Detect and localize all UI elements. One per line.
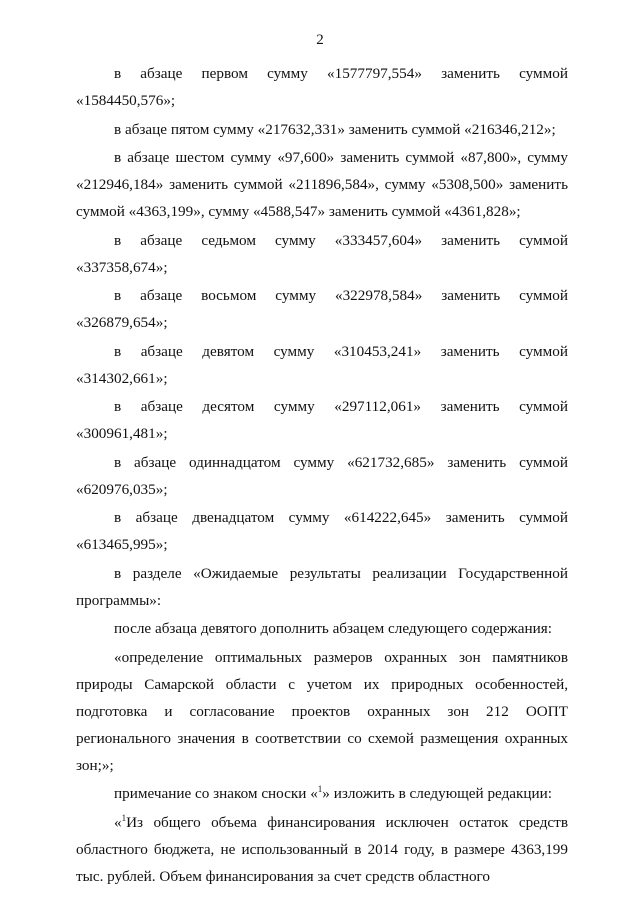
paragraph-tenth: в абзаце десятом сумму «297112,061» заменить суммой «300961,481»;	[76, 398, 568, 442]
footnote-note-paragraph	[76, 780, 568, 807]
footnote-text-paragraph	[76, 809, 568, 890]
paragraph-fifth: в абзаце пятом сумму «217632,331» заменить суммой «216346,212»;	[114, 120, 556, 138]
paragraph-twelfth: в абзаце двенадцатом сумму «614222,645» заменить суммой «613465,995»;	[76, 509, 568, 553]
footnote-note-after: » изложить в следующей редакции:	[322, 785, 553, 802]
section-expected-results: в разделе «Ожидаемые результаты реализации Государственной программы»:	[76, 564, 568, 609]
quoted-new-paragraph: «определение оптимальных размеров охранных зон памятников природы Самарской области с учетом их природных особенностей, подготовка и согласование проектов охранных зон 212 ООПТ регионального значения в соответствии со схемой размещения охранных зон;»;	[76, 648, 568, 774]
paragraph-seventh: в абзаце седьмом сумму «333457,604» заменить суммой «337358,674»;	[76, 231, 568, 276]
paragraph-first: в абзаце первом сумму «1577797,554» заменить суммой «1584450,576»;	[76, 65, 568, 109]
footnote-note-before: примечание со знаком сноски «	[114, 785, 318, 802]
document-body	[76, 60, 568, 890]
paragraph-eighth: в абзаце восьмом сумму «322978,584» заменить суммой «326879,654»;	[76, 287, 568, 331]
paragraph-eleventh: в абзаце одиннадцатом сумму «621732,685» заменить суммой «620976,035»;	[76, 453, 568, 498]
footnote-text-marker: 1	[121, 812, 127, 823]
paragraph-ninth: в абзаце девятом сумму «310453,241» заменить суммой «314302,661»;	[76, 342, 568, 387]
footnote-text-body: Из общего объема финансирования исключен остаток средств областного бюджета, не использованный в 2014 году, в размере 4363,199 тыс. рублей. Объем финансирования за счет средств областного	[76, 813, 568, 885]
footnote-marker: 1	[317, 783, 323, 794]
footnote-open-quote: «	[114, 813, 122, 831]
page-number: 2	[316, 32, 324, 48]
add-paragraph-instruction: после абзаца девятого дополнить абзацем следующего содержания:	[114, 620, 552, 637]
paragraph-sixth: в абзаце шестом сумму «97,600» заменить суммой «87,800», сумму «212946,184» заменить суммой «211896,584», сумму «5308,500» заменить суммой «4363,199», сумму «4588,547» заменить суммой «4361,828»;	[76, 149, 568, 220]
